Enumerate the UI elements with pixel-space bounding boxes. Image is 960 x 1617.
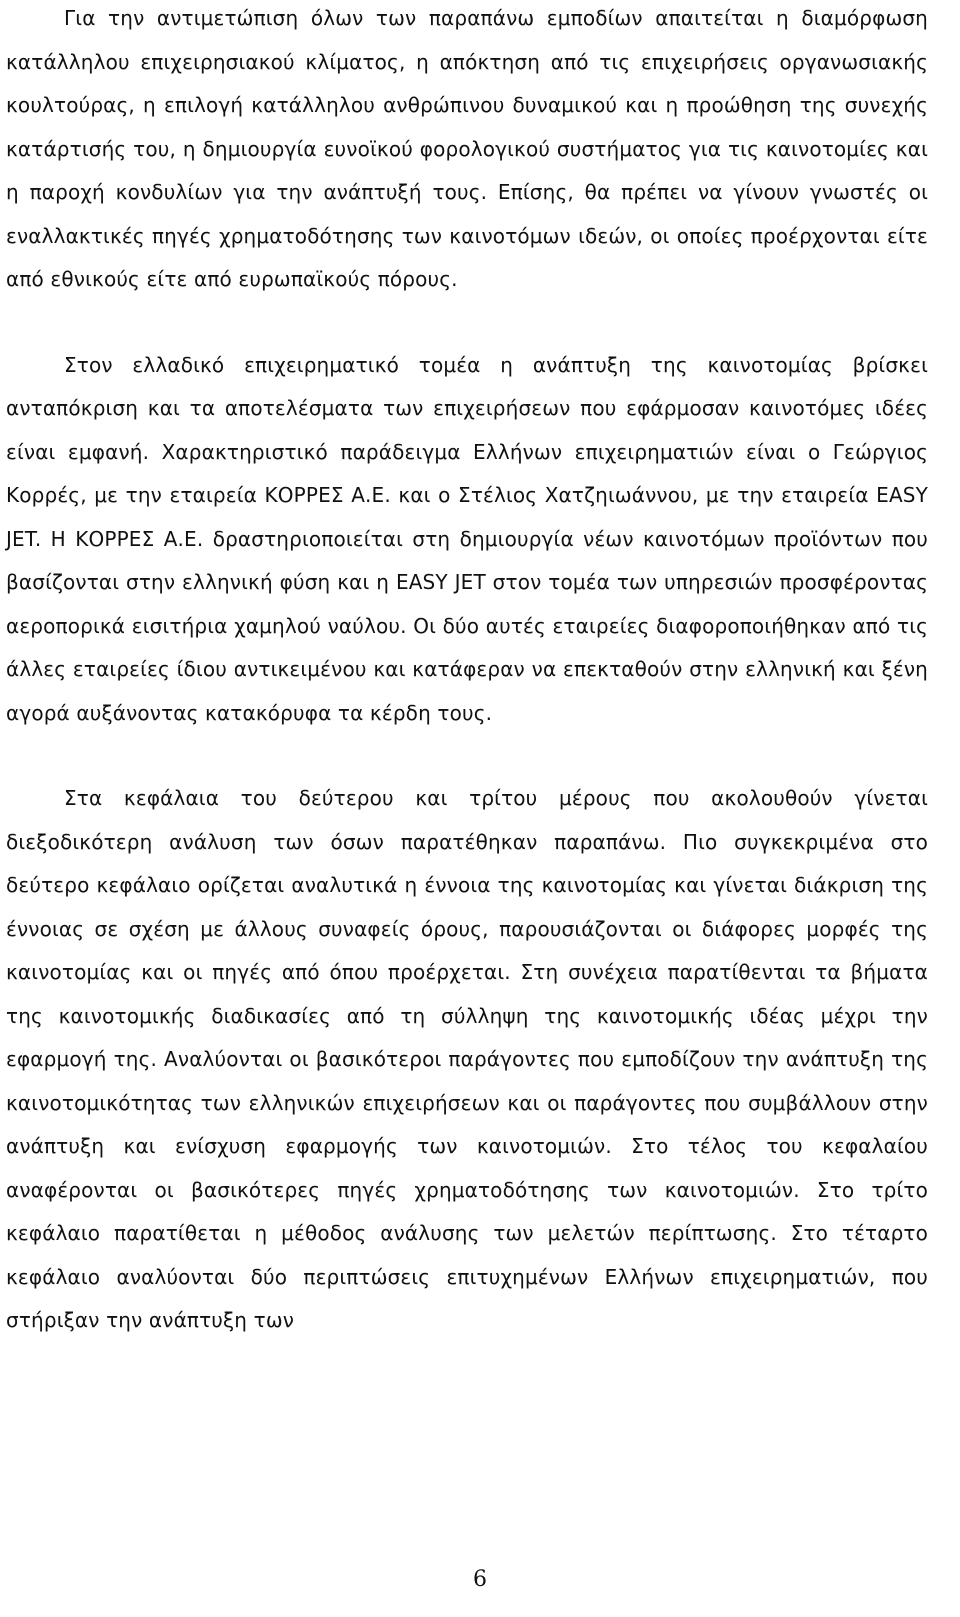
document-page — [6, 0, 928, 1343]
paragraph-chapters-overview: Στα κεφάλαια του δεύτερου και τρίτου μέρους που ακολουθούν γίνεται διεξοδικότερη ανάλυση των όσων παρατέθηκαν παραπάνω. Πιο συγκεκριμένα στο δεύτερο κεφάλαιο ορίζεται αναλυτικά η έννοια της καινοτομίας και γίνεται διάκριση της έννοιας σε σχέση με άλλους συναφείς όρους, παρουσιάζονται οι διάφορες μορφές της καινοτομίας και οι πηγές από όπου προέρχεται. Στη συνέχεια παρατίθενται τα βήματα της καινοτομικής διαδικασίες από τη σύλληψη της καινοτομικής ιδέας μέχρι την εφαρμογή της. Αναλύονται οι βασικότεροι παράγοντες που εμποδίζουν την ανάπτυξη της καινοτομικότητας των ελληνικών επιχειρήσεων και οι παράγοντες που συμβάλλουν στην ανάπτυξη και ενίσχυση εφαρμογής των καινοτομιών. Στο τέλος του κεφαλαίου αναφέρονται οι βασικότερες πηγές χρηματοδότησης των καινοτομιών. Στο τρίτο κεφάλαιο παρατίθεται η μέθοδος ανάλυσης των μελετών περίπτωσης. Στο τέταρτο κεφάλαιο αναλύονται δύο περιπτώσεις επιτυχημένων Ελλήνων επιχειρηματιών, που στήριξαν την ανάπτυξη των — [6, 786, 928, 1332]
page-number: 6 — [473, 1567, 487, 1592]
paragraph-greek-entrepreneurs: Στον ελλαδικό επιχειρηματικό τομέα η ανάπτυξη της καινοτομίας βρίσκει ανταπόκριση και τα αποτελέσματα των επιχειρήσεων που εφάρμοσαν καινοτόμες ιδέες είναι εμφανή. Χαρακτηριστικό παράδειγμα Ελλήνων επιχειρηματιών είναι ο Γεώργιος Κορρές, με την εταιρεία ΚΟΡΡΕΣ Α.Ε. και ο Στέλιος Χατζηιωάννου, με την εταιρεία EASY JET. Η ΚΟΡΡΕΣ Α.Ε. δραστηριοποιείται στη δημιουργία νέων καινοτόμων προϊόντων που βασίζονται στην ελληνική φύση και η EASY JET στον τομέα των υπηρεσιών προσφέροντας αεροπορικά εισιτήρια χαμηλού ναύλου. Οι δύο αυτές εταιρείες διαφοροποιήθηκαν από τις άλλες εταιρείες ίδιου αντικειμένου και κατάφεραν να επεκταθούν στην ελληνική και ξένη αγορά αυξάνοντας κατακόρυφα τα κέρδη τους. — [6, 352, 928, 725]
paragraph-obstacles: Για την αντιμετώπιση όλων των παραπάνω εμποδίων απαιτείται η διαμόρφωση κατάλληλου επιχειρησιακού κλίματος, η απόκτηση από τις επιχειρήσεις οργανωσιακής κουλτούρας, η επιλογή κατάλληλου ανθρώπινου δυναμικού και η προώθηση της συνεχής κατάρτισής του, η δημιουργία ευνοϊκού φορολογικού συστήματος για τις καινοτομίες και η παροχή κονδυλίων για την ανάπτυξή τους. Επίσης, θα πρέπει να γίνουν γνωστές οι εναλλακτικές πηγές χρηματοδότησης των καινοτόμων ιδεών, οι οποίες προέρχονται είτε από εθνικούς είτε από ευρωπαϊκούς πόρους. — [6, 6, 928, 291]
